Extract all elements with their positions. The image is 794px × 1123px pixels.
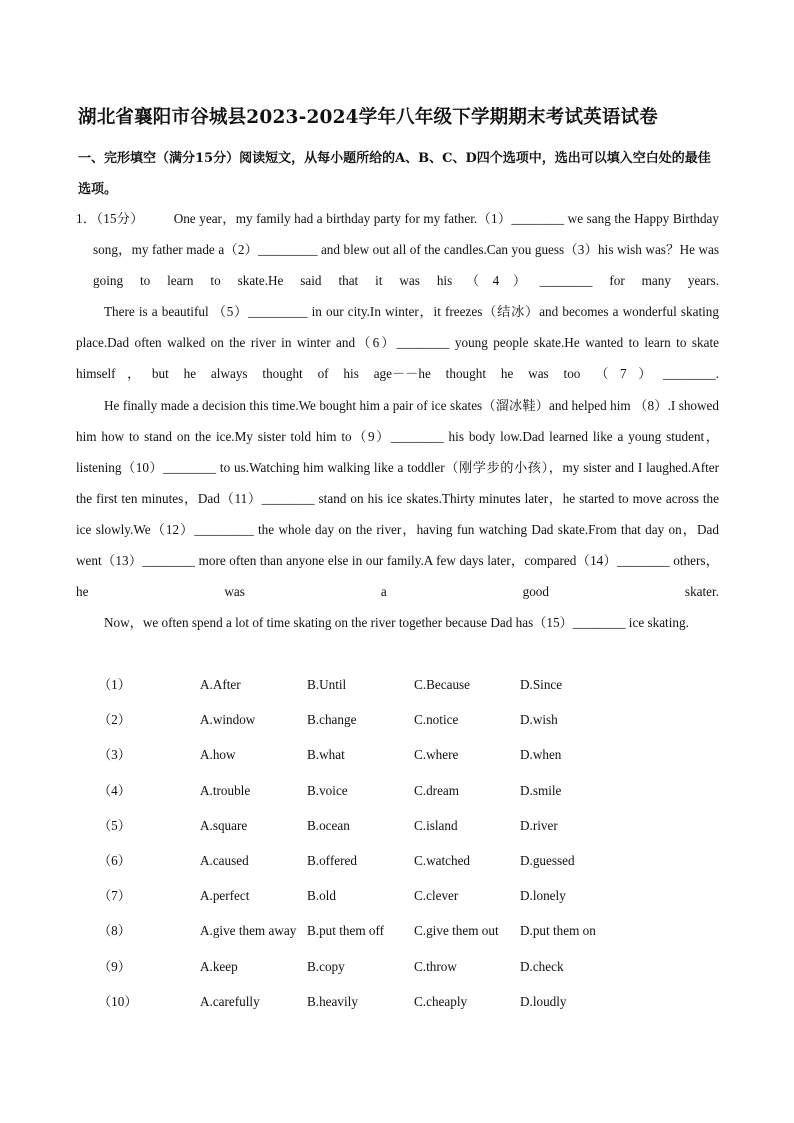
- option-c: C.give them out: [414, 923, 499, 939]
- option-d: D.when: [520, 747, 562, 763]
- option-a: A.carefully: [200, 993, 260, 1009]
- cloze-passage: [76, 203, 719, 638]
- option-number: （1）: [98, 677, 131, 692]
- option-b: B.what: [307, 747, 345, 763]
- option-c: C.Because: [414, 677, 471, 692]
- option-row: [98, 737, 658, 772]
- option-row: [98, 984, 658, 1019]
- option-row: [98, 878, 658, 913]
- option-number: （6）: [98, 852, 131, 868]
- option-c: C.island: [414, 817, 458, 833]
- option-number: （2）: [98, 712, 131, 728]
- option-d: D.wish: [520, 712, 558, 728]
- option-c: C.where: [414, 747, 459, 763]
- option-a: A.square: [200, 817, 248, 833]
- option-row: [98, 667, 658, 702]
- option-b: B.put them off: [307, 923, 385, 939]
- option-a: A.trouble: [200, 782, 251, 798]
- option-number: （7）: [98, 888, 131, 904]
- option-number: （4）: [98, 782, 131, 798]
- option-d: D.check: [520, 958, 564, 974]
- option-row: [98, 913, 658, 948]
- option-c: C.dream: [414, 782, 460, 798]
- option-number: （5）: [98, 817, 131, 833]
- option-d: D.loudly: [520, 993, 567, 1009]
- option-c: C.clever: [414, 888, 459, 904]
- passage-paragraph-2: There is a beautiful （5）_________ in our city.In winter，it freezes（结冰）and becomes a wonderful skating place.Dad often walked on the river in winter and（6）________ young people skate.He wanted to learn to skate himself，but he always thought of his age－－he thought he was too （7）________.: [76, 304, 719, 382]
- paragraph-text: One year，my family had a birthday party for my father.（1）________ we sang the Happy Birthday song，my father made a（2）_________ and blew out all of the candles.Can you guess（3）his wish was？He was going to learn to skate.He said that it was his（4）________ for many years.: [93, 211, 719, 289]
- option-d: D.Since: [520, 677, 563, 692]
- option-c: C.throw: [414, 958, 457, 974]
- option-b: B.voice: [307, 782, 348, 798]
- option-b: B.change: [307, 712, 357, 728]
- option-a: A.perfect: [200, 888, 250, 904]
- option-c: C.watched: [414, 852, 471, 868]
- option-d: D.river: [520, 817, 558, 833]
- option-b: B.ocean: [307, 817, 350, 833]
- passage-paragraph-3: He finally made a decision this time.We bought him a pair of ice skates（溜冰鞋）and helped him （8）.I showed him how to stand on the ice.My sister told him to（9）________ his body low.Dad learned like a young student，listening（10）________ to us.Watching him walking like a toddler（刚学步的小孩），my sister and I laughed.After the first ten minutes，Dad（11）________ stand on his ice skates.Thirty minutes later，he started to move across the ice slowly.We（12）_________ the whole day on the river，having fun watching Dad skate.From that day on，Dad went（13）________ more often than anyone else in our family.A few days later，compared（14）________ others，he was a good skater.: [76, 397, 719, 600]
- option-c: C.cheaply: [414, 993, 468, 1009]
- option-number: （10）: [98, 993, 138, 1009]
- option-row: [98, 773, 658, 808]
- option-a: A.caused: [200, 852, 249, 868]
- option-b: B.copy: [307, 958, 345, 974]
- option-b: B.Until: [307, 677, 347, 692]
- options-table: [98, 667, 658, 1019]
- section-heading: 一、完形填空（满分15分）阅读短文，从每小题所给的A、B、C、D四个选项中，选出可以填入空白处的最佳选项。: [78, 151, 711, 197]
- option-number: （3）: [98, 747, 131, 763]
- option-c: C.notice: [414, 712, 459, 728]
- option-a: A.After: [200, 677, 241, 692]
- option-d: D.put them on: [520, 923, 596, 939]
- option-row: [98, 702, 658, 737]
- passage-paragraph-1: [76, 203, 719, 296]
- passage-paragraph-4: Now，we often spend a lot of time skating on the river together because Dad has（15）________ ice skating.: [104, 615, 689, 631]
- option-row: [98, 949, 658, 984]
- option-b: B.heavily: [307, 993, 358, 1009]
- page-title: 湖北省襄阳市谷城县2023-2024学年八年级下学期期末考试英语试卷: [78, 107, 658, 128]
- option-b: B.offered: [307, 852, 357, 868]
- option-b: B.old: [307, 888, 336, 904]
- option-number: （8）: [98, 923, 131, 939]
- option-d: D.smile: [520, 782, 562, 798]
- option-a: A.give them away: [200, 923, 297, 939]
- question-number: 1．（15分）: [76, 211, 144, 226]
- option-d: D.guessed: [520, 852, 575, 868]
- option-number: （9）: [98, 958, 131, 974]
- option-a: A.keep: [200, 958, 238, 974]
- option-d: D.lonely: [520, 888, 566, 904]
- option-a: A.window: [200, 712, 256, 728]
- option-a: A.how: [200, 747, 236, 763]
- option-row: [98, 843, 658, 878]
- option-row: [98, 808, 658, 843]
